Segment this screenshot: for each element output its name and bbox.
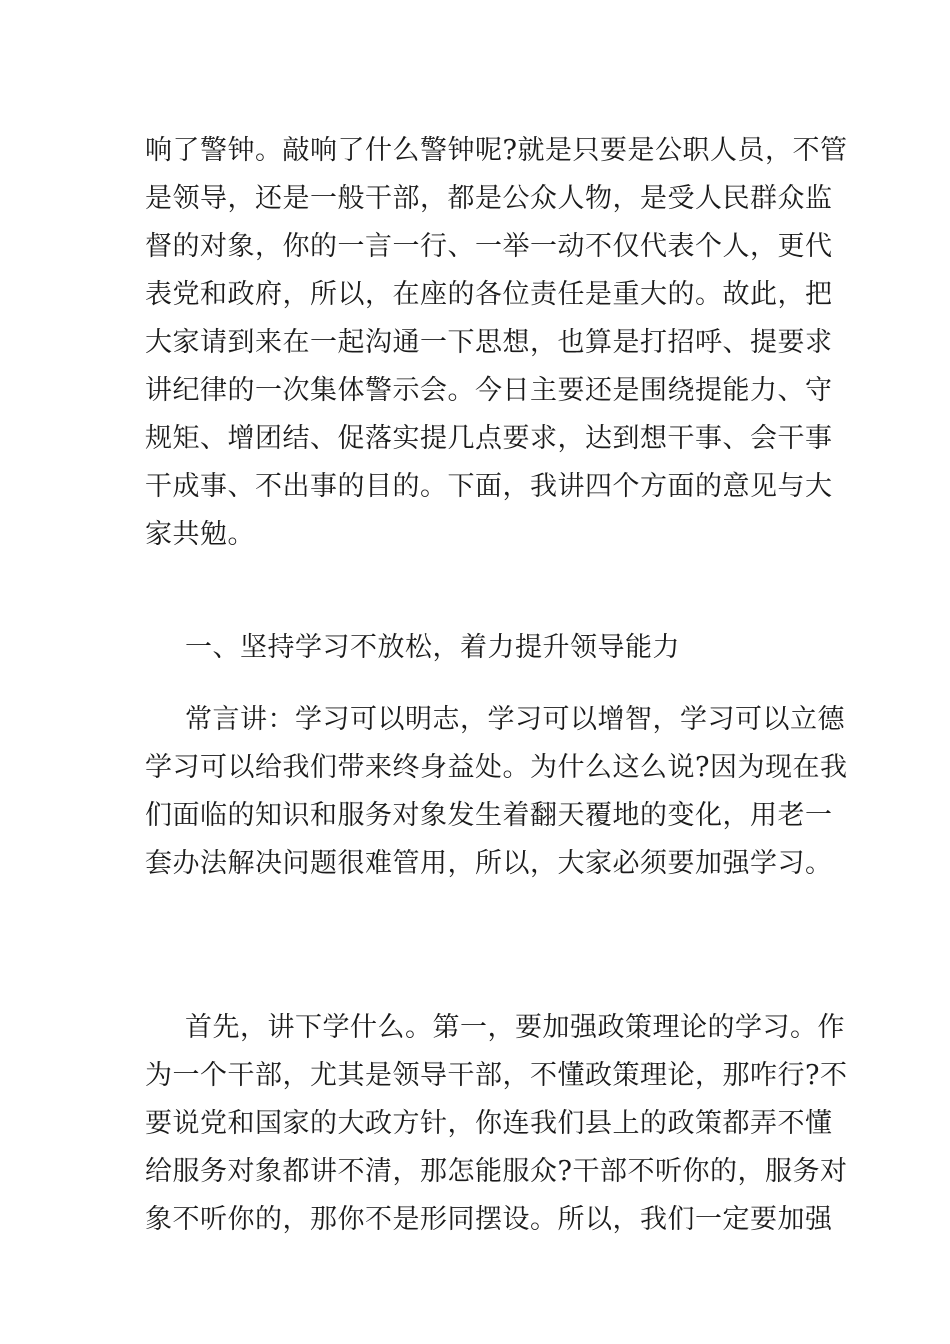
text-line: 象不听你的，那你不是形同摆设。所以，我们一定要加强: [145, 1204, 833, 1235]
section-heading: 一、坚持学习不放松，着力提升领导能力: [185, 632, 680, 663]
text-line: 要说党和国家的大政方针，你连我们县上的政策都弄不懂: [145, 1108, 833, 1139]
text-line: 督的对象，你的一言一行、一举一动不仅代表个人，更代: [145, 231, 833, 262]
text-line: 常言讲：学习可以明志，学习可以增智，学习可以立德: [185, 704, 845, 735]
text-line: 是领导，还是一般干部，都是公众人物，是受人民群众监: [145, 183, 833, 214]
text-line: 给服务对象都讲不清，那怎能服众?干部不听你的，服务对: [145, 1156, 848, 1187]
text-line: 规矩、增团结、促落实提几点要求，达到想干事、会干事: [145, 423, 833, 454]
text-line: 响了警钟。敲响了什么警钟呢?就是只要是公职人员，不管: [145, 135, 848, 166]
paragraph-2: [145, 696, 848, 888]
text-line: 学习可以给我们带来终身益处。为什么这么说?因为现在我: [145, 752, 848, 783]
text-line: 表党和政府，所以，在座的各位责任是重大的。故此，把: [145, 279, 833, 310]
text-line: 首先，讲下学什么。第一，要加强政策理论的学习。作: [185, 1012, 845, 1043]
paragraph-1: [145, 127, 848, 559]
text-line: 家共勉。: [145, 519, 255, 550]
text-line: 干成事、不出事的目的。下面，我讲四个方面的意见与大: [145, 471, 833, 502]
text-line: 套办法解决问题很难管用，所以，大家必须要加强学习。: [145, 848, 833, 879]
text-line: 大家请到来在一起沟通一下思想，也算是打招呼、提要求: [145, 327, 833, 358]
paragraph-3: [145, 1004, 848, 1244]
text-line: 讲纪律的一次集体警示会。今日主要还是围绕提能力、守: [145, 375, 833, 406]
text-line: 们面临的知识和服务对象发生着翻天覆地的变化，用老一: [145, 800, 833, 831]
text-line: 为一个干部，尤其是领导干部，不懂政策理论，那咋行?不: [145, 1060, 848, 1091]
